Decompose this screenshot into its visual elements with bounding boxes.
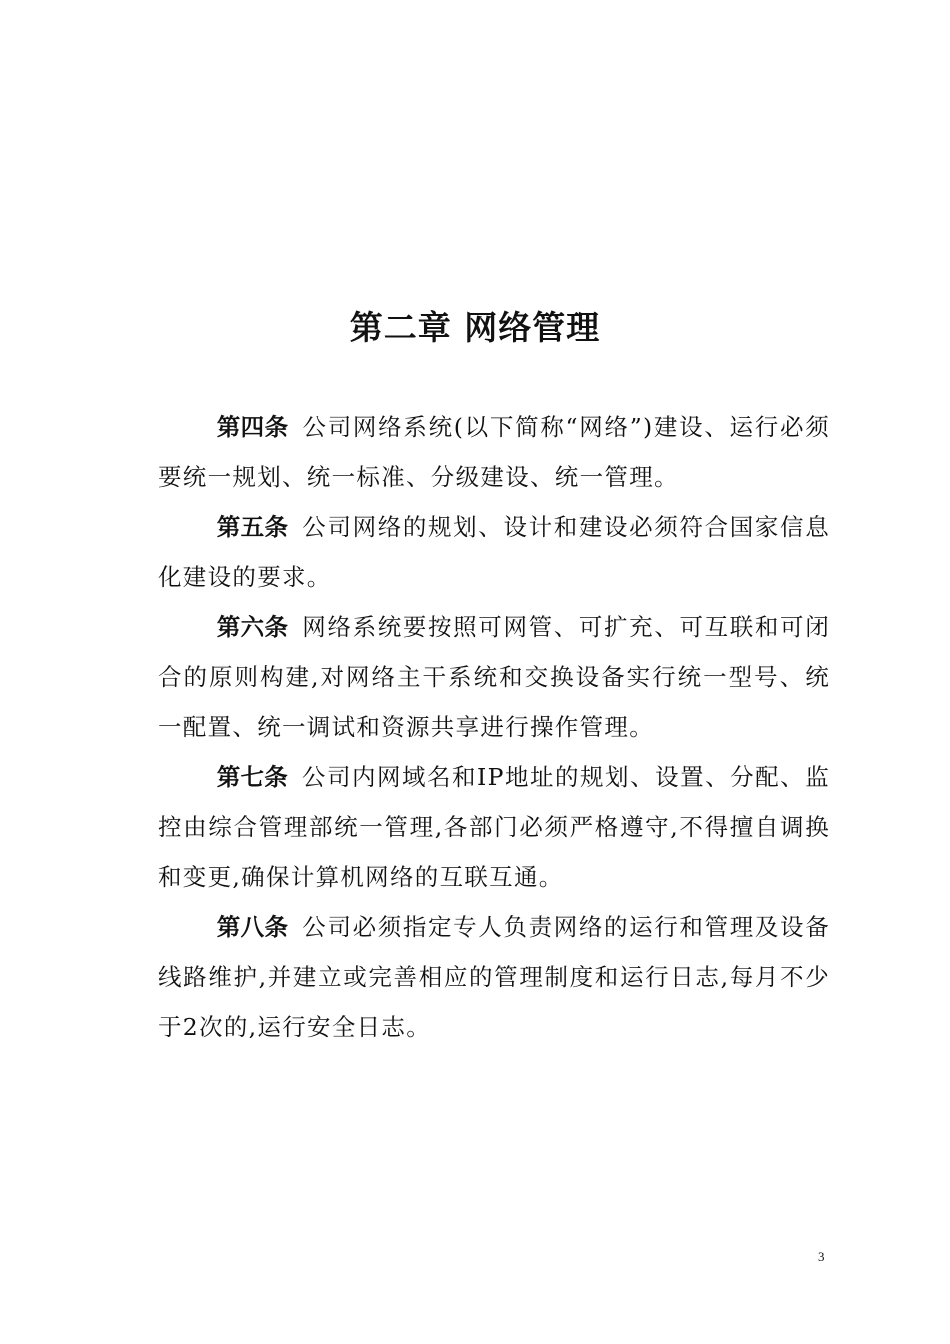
article-4 [158, 402, 830, 502]
article-text: 公司网络的规划、设计和建设必须符合国家信息化建设的要求。 [158, 513, 830, 591]
chapter-title: 第二章 网络管理 [349, 308, 601, 347]
article-5 [158, 502, 830, 602]
article-number: 第五条 [216, 513, 289, 541]
article-6 [158, 602, 830, 752]
article-number: 第七条 [216, 763, 288, 791]
article-text: 网络系统要按照可网管、可扩充、可互联和可闭合的原则构建,对网络主干系统和交换设备实行统一型号、统一配置、统一调试和资源共享进行操作管理。 [158, 613, 830, 741]
chapter-body [158, 402, 830, 1052]
article-number: 第四条 [216, 413, 289, 441]
article-text: 公司网络系统(以下简称“网络”)建设、运行必须要统一规划、统一标准、分级建设、统一管理。 [158, 413, 830, 491]
article-text: 公司必须指定专人负责网络的运行和管理及设备线路维护,并建立或完善相应的管理制度和运行日志,每月不少于2次的,运行安全日志。 [158, 913, 830, 1041]
article-7 [158, 752, 830, 902]
article-number: 第八条 [216, 913, 289, 941]
article-number: 第六条 [216, 613, 289, 641]
page-number: 3 [818, 1249, 825, 1264]
article-8 [158, 902, 830, 1052]
article-text: 公司内网域名和IP地址的规划、设置、分配、监控由综合管理部统一管理,各部门必须严格遵守,不得擅自调换和变更,确保计算机网络的互联互通。 [158, 763, 831, 891]
